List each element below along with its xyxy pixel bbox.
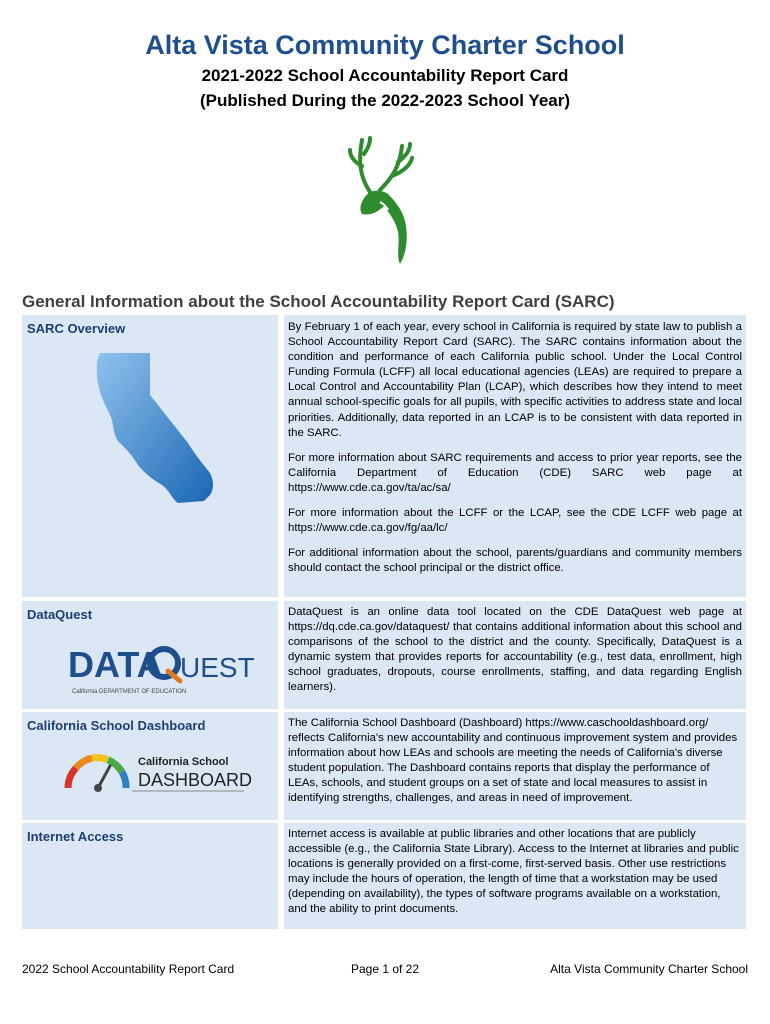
dashboard-label: California School Dashboard [27, 718, 206, 733]
footer-left: 2022 School Accountability Report Card [22, 962, 235, 976]
sarc-overview-paragraph-4: For additional information about the school, parents/guardians and community members should contact the school principal or the district office. [288, 547, 742, 575]
published-line: (Published During the 2022-2023 School Year) [199, 91, 571, 110]
school-deer-logo [340, 132, 432, 266]
dataquest-text-cell [284, 601, 746, 709]
dataquest-label: DataQuest [27, 607, 93, 622]
dataquest-logo [68, 641, 255, 697]
dashboard-logo-line2: DASHBOARD [138, 770, 253, 790]
sarc-overview-paragraph-2: For more information about SARC requirements and access to prior year reports, see the California Department of Education (CDE) SARC web page at https://www.cde.ca.gov/ta/ac/sa/ [288, 451, 742, 494]
report-title: 2021-2022 School Accountability Report Card [201, 66, 569, 85]
internet-access-row [22, 823, 746, 929]
dashboard-row [22, 712, 746, 820]
footer-page-number: Page 1 of 22 [350, 962, 420, 976]
section-heading: General Information about the School Accountability Report Card (SARC) [22, 292, 615, 311]
sarc-overview-label: SARC Overview [27, 321, 126, 336]
dashboard-label-cell [22, 712, 278, 820]
sarc-overview-text-cell [284, 315, 746, 597]
dashboard-text-cell [284, 712, 746, 820]
dataquest-logo-text-left: DATA [68, 644, 163, 685]
dashboard-logo [62, 748, 253, 792]
footer-right: Alta Vista Community Charter School [550, 962, 748, 976]
internet-access-text-cell [284, 823, 746, 929]
dashboard-paragraph: The California School Dashboard (Dashboard) https://www.caschooldashboard.org/ reflects California's new accountability and continuous improvement system and provides information about how LEAs and schools are meeting the needs of California's diverse student population. The Dashboard contains reports that display the performance of LEAs, schools, and student groups on a set of state and local measures to assist in identifying strengths, challenges, and areas in need of improvement. [288, 717, 738, 805]
dataquest-label-cell [22, 601, 278, 709]
dataquest-row [22, 601, 746, 709]
school-name-title: Alta Vista Community Charter School [145, 30, 625, 60]
sarc-overview-label-cell [22, 315, 278, 597]
internet-access-paragraph: Internet access is available at public libraries and other locations that are publicly accessible (e.g., the California State Library). Access to the Internet at libraries and public locations is generally provided on a first-come, first-served basis. Other use restrictions may include the hours of operation, the length of time that a workstation may be used (depending on availability), the types of software programs available on a workstation, and the ability to print documents. [288, 828, 739, 916]
sarc-overview-row [22, 315, 746, 597]
internet-access-label-cell [22, 823, 278, 929]
dataquest-logo-text-right: UEST [180, 652, 255, 683]
dataquest-logo-caption: California DEPARTMENT OF EDUCATION [72, 689, 187, 695]
internet-access-label: Internet Access [27, 829, 124, 844]
dashboard-logo-line1: California School [138, 756, 229, 768]
sarc-overview-paragraph-3: For more information about the LCFF or the LCAP, see the CDE LCFF web page at https://www.cde.ca.gov/fg/aa/lc/ [288, 507, 742, 535]
sarc-overview-paragraph-1: By February 1 of each year, every school in California is required by state law to publish a School Accountability Report Card (SARC). The SARC contains information about the condition and performance of each California public school. Under the Local Control Funding Formula (LCFF) all local educational agencies (LEAs) are required to prepare a Local Control and Accountability Plan (LCAP), which describes how they intend to meet annual school-specific goals for all pupils, with specific activities to address state and local priorities. Additionally, data reported in an LCAP is to be consistent with data reported in the SARC. [288, 321, 742, 439]
dataquest-paragraph: DataQuest is an online data tool located on the CDE DataQuest web page at https://dq.cde.ca.gov/dataquest/ that contains additional information about this school and comparisons of the school to the district and the county. Specifically, DataQuest is a dynamic system that provides reports for accountability (e.g., test data, enrollment, high school graduates, dropouts, course enrollments, staffing, and data regarding English learners). [288, 606, 742, 694]
california-map-icon [92, 351, 222, 511]
